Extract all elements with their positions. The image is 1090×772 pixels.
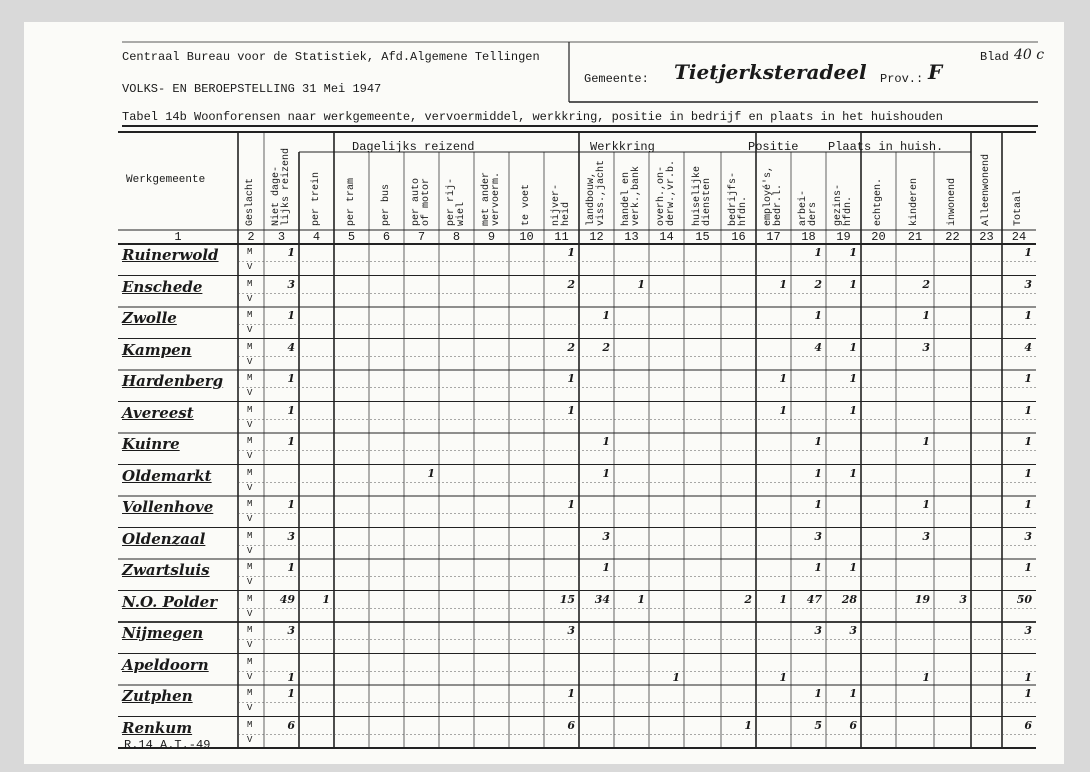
cell-value: 6 — [1024, 718, 1032, 732]
column-header: Niet dage- lijks reizend — [270, 147, 292, 226]
cell-value: 6 — [567, 718, 575, 732]
column-number: 4 — [312, 230, 321, 244]
column-number: 20 — [871, 230, 886, 244]
cell-value: 19 — [914, 592, 930, 606]
blad-label: Blad — [980, 50, 1009, 64]
cell-value: 50 — [1016, 592, 1032, 606]
column-number: 17 — [766, 230, 781, 244]
cell-value: 2 — [602, 340, 610, 354]
cell-value: 1 — [1024, 372, 1032, 385]
cell-value: 4 — [814, 340, 822, 354]
cell-value: 1 — [922, 435, 930, 448]
cell-value: 3 — [287, 277, 295, 291]
sex-label: V — [247, 325, 253, 335]
column-header: per auto of motor — [410, 177, 432, 226]
column-number: 18 — [801, 230, 816, 244]
cell-value: 1 — [287, 498, 295, 511]
sex-label: M — [247, 373, 253, 383]
column-header: handel en verk.,bank — [620, 165, 642, 226]
column-header: overh.,on- derw.,vr.b. — [655, 159, 677, 226]
sex-label: V — [247, 293, 253, 304]
cell-value: 1 — [849, 687, 857, 700]
cell-value: 1 — [849, 277, 857, 291]
werkgemeente-name: Oldemarkt — [122, 466, 212, 485]
cell-value: 1 — [602, 309, 610, 322]
cell-value: 2 — [567, 340, 575, 354]
blad-value: 40 c — [1014, 47, 1045, 63]
werkgemeente-name: Enschede — [122, 277, 203, 296]
sex-label: V — [247, 671, 253, 682]
cell-value: 1 — [779, 277, 787, 291]
cell-value: 1 — [814, 246, 822, 259]
cell-value: 1 — [922, 309, 930, 322]
sex-label: M — [247, 593, 253, 604]
cell-value: 1 — [849, 372, 857, 385]
sex-label: M — [247, 310, 253, 320]
cell-value: 49 — [279, 592, 295, 606]
sex-label: V — [247, 577, 253, 587]
column-number: 16 — [731, 230, 746, 244]
cell-value: 3 — [849, 624, 857, 637]
cell-value: 1 — [849, 561, 857, 574]
cell-value: 3 — [814, 624, 822, 637]
sex-label: V — [247, 608, 253, 619]
column-number: 12 — [589, 230, 604, 244]
werkgemeente-name: Zutphen — [122, 687, 193, 705]
census-form-sheet — [24, 22, 1064, 764]
sex-label: V — [247, 514, 253, 524]
column-number: 6 — [382, 230, 391, 244]
cell-value: 1 — [849, 466, 857, 480]
cell-value: 1 — [287, 670, 295, 684]
sex-label: M — [247, 467, 253, 478]
cell-value: 1 — [922, 670, 930, 684]
cell-value: 4 — [1024, 340, 1032, 354]
census-title: VOLKS- EN BEROEPSTELLING 31 Mei 1947 — [122, 82, 382, 96]
cell-value: 2 — [922, 277, 930, 291]
sex-label: V — [247, 703, 253, 713]
group-werkkring: Werkkring — [590, 140, 655, 154]
cell-value: 1 — [322, 592, 330, 606]
cell-value: 3 — [1024, 529, 1032, 543]
cell-value: 5 — [814, 718, 822, 732]
group-dagelijks: Dagelijks reizend — [352, 140, 475, 154]
column-header: kinderen — [909, 177, 920, 226]
werkgemeente-name: Kuinre — [122, 435, 180, 453]
cell-value: 1 — [1024, 561, 1032, 574]
column-number: 11 — [554, 230, 569, 244]
cell-value: 3 — [287, 624, 295, 637]
table-title: Tabel 14b Woonforensen naar werkgemeente, vervoermiddel, werkkring, positie in bedrijf en plaats in het huishouden — [122, 110, 943, 124]
column-number: 8 — [452, 230, 461, 244]
column-number: 15 — [695, 230, 710, 244]
werkgemeente-name: Ruinerwold — [122, 246, 219, 264]
column-number: 7 — [417, 230, 426, 244]
cell-value: 1 — [779, 403, 787, 417]
column-header: Totaal — [1013, 189, 1024, 226]
cell-value: 1 — [567, 372, 575, 385]
gemeente-value: Tietjerksteradeel — [674, 60, 867, 84]
cell-value: 3 — [814, 529, 822, 543]
gemeente-label: Gemeente: — [584, 72, 649, 86]
cell-value: 1 — [1024, 498, 1032, 511]
cell-value: 1 — [567, 403, 575, 417]
column-header: echtgen. — [872, 177, 884, 226]
cell-value: 1 — [567, 246, 575, 259]
column-number: 23 — [979, 230, 994, 244]
column-header: per tram — [345, 177, 357, 226]
cell-value: 3 — [602, 529, 610, 543]
sex-label: M — [247, 656, 253, 667]
sex-label: V — [247, 262, 253, 272]
column-header: landbouw, viss.,jacht — [585, 159, 607, 226]
column-header: per rij- wiel — [445, 177, 467, 226]
column-number: 21 — [907, 230, 923, 244]
cell-value: 1 — [287, 309, 295, 322]
sex-label: V — [247, 545, 253, 556]
sex-label: M — [247, 562, 253, 572]
cell-value: 1 — [1024, 435, 1032, 448]
prov-value: F — [928, 60, 943, 84]
cell-value: 3 — [1024, 277, 1032, 291]
cell-value: 1 — [849, 340, 857, 354]
table-grid — [24, 22, 1064, 764]
sex-label: M — [247, 719, 253, 730]
cell-value: 1 — [287, 435, 295, 448]
sex-label: V — [247, 482, 253, 493]
form-code: R.14 A.T.-49 — [124, 738, 211, 752]
column-number: 13 — [624, 230, 639, 244]
sex-label: V — [247, 734, 253, 745]
column-number: 19 — [836, 230, 851, 244]
cell-value: 1 — [1024, 466, 1032, 480]
werkgemeente-name: Hardenberg — [122, 372, 224, 390]
sex-label: V — [247, 419, 253, 430]
werkgemeente-name: Zwolle — [122, 309, 177, 327]
cell-value: 1 — [814, 561, 822, 574]
column-header: huiselijke diensten — [691, 165, 713, 226]
column-header: Werkgemeente — [126, 174, 206, 186]
cell-value: 15 — [559, 592, 575, 606]
column-number: 10 — [519, 230, 534, 244]
column-header: nijver- heid — [550, 183, 572, 226]
column-number: 5 — [347, 230, 356, 244]
sex-label: M — [247, 499, 253, 509]
column-header: Alleenwonend — [980, 153, 992, 226]
cell-value: 6 — [287, 718, 295, 732]
cell-value: 2 — [567, 277, 575, 291]
group-plaats: Plaats in huish. — [828, 140, 944, 154]
cell-value: 1 — [779, 592, 787, 606]
cell-value: 2 — [814, 277, 822, 291]
column-number: 22 — [945, 230, 960, 244]
cell-value: 1 — [602, 561, 610, 574]
cell-value: 1 — [672, 670, 680, 684]
cell-value: 1 — [1024, 687, 1032, 700]
cell-value: 1 — [427, 466, 435, 480]
sex-label: M — [247, 530, 253, 541]
cell-value: 2 — [744, 592, 752, 606]
cell-value: 1 — [849, 403, 857, 417]
cell-value: 1 — [814, 466, 822, 480]
cell-value: 1 — [637, 592, 645, 606]
column-header: per trein — [310, 171, 322, 226]
cell-value: 47 — [806, 592, 822, 606]
cell-value: 6 — [849, 718, 857, 732]
cell-value: 4 — [287, 340, 295, 354]
werkgemeente-name: Oldenzaal — [122, 529, 206, 548]
werkgemeente-name: N.O. Polder — [122, 592, 218, 611]
cell-value: 34 — [594, 592, 610, 606]
cell-value: 1 — [849, 246, 857, 259]
werkgemeente-name: Zwartsluis — [122, 561, 210, 579]
cell-value: 1 — [637, 277, 645, 291]
cell-value: 1 — [1024, 309, 1032, 322]
column-header: arbei- ders — [797, 189, 819, 226]
column-header: bedrijfs- hfdn. — [727, 171, 749, 226]
werkgemeente-name: Nijmegen — [122, 624, 204, 642]
cell-value: 1 — [779, 670, 787, 684]
cell-value: 1 — [287, 372, 295, 385]
cell-value: 3 — [1024, 624, 1032, 637]
cell-value: 28 — [841, 592, 857, 606]
group-positie: Positie — [748, 140, 799, 154]
column-number: 2 — [247, 230, 255, 244]
cell-value: 3 — [287, 529, 295, 543]
column-number: 1 — [174, 230, 182, 244]
cell-value: 1 — [602, 435, 610, 448]
sex-label: V — [247, 356, 253, 367]
column-header: employé's, bedr.l. — [762, 165, 784, 226]
sex-label: V — [247, 640, 253, 650]
cell-value: 1 — [287, 403, 295, 417]
cell-value: 3 — [959, 592, 967, 606]
werkgemeente-name: Avereest — [122, 403, 194, 422]
sex-label: V — [247, 388, 253, 398]
column-number: 3 — [277, 230, 286, 244]
cell-value: 1 — [287, 561, 295, 574]
sex-label: M — [247, 341, 253, 352]
cell-value: 1 — [602, 466, 610, 480]
cell-value: 3 — [567, 624, 575, 637]
sex-label: M — [247, 247, 253, 257]
sex-label: M — [247, 436, 253, 446]
column-header: per bus — [380, 183, 392, 226]
cell-value: 1 — [779, 372, 787, 385]
column-header: inwonend — [946, 177, 958, 226]
cell-value: 1 — [814, 309, 822, 322]
column-number: 24 — [1011, 230, 1027, 244]
cell-value: 1 — [287, 687, 295, 700]
column-number: 9 — [487, 230, 496, 244]
cell-value: 1 — [922, 498, 930, 511]
column-header: gezins- hfdn. — [832, 183, 854, 226]
column-header: Geslacht — [245, 177, 256, 226]
werkgemeente-name: Renkum — [122, 718, 193, 737]
prov-label: Prov.: — [880, 72, 924, 86]
column-number: 14 — [659, 230, 674, 244]
cell-value: 1 — [814, 435, 822, 448]
sex-label: V — [247, 451, 253, 461]
cell-value: 1 — [287, 246, 295, 259]
werkgemeente-name: Vollenhove — [122, 498, 214, 516]
agency-name: Centraal Bureau voor de Statistiek, Afd.Algemene Tellingen — [122, 50, 540, 64]
cell-value: 1 — [1024, 670, 1032, 684]
column-header: met ander vervoerm. — [480, 171, 502, 226]
sex-label: M — [247, 404, 253, 415]
cell-value: 1 — [814, 687, 822, 700]
cell-value: 1 — [744, 718, 752, 732]
sex-label: M — [247, 278, 253, 289]
column-header: te voet — [520, 183, 532, 226]
cell-value: 3 — [922, 340, 930, 354]
cell-value: 1 — [567, 687, 575, 700]
sex-label: M — [247, 625, 253, 635]
cell-value: 1 — [1024, 403, 1032, 417]
sex-label: M — [247, 688, 253, 698]
cell-value: 1 — [1024, 246, 1032, 259]
werkgemeente-name: Apeldoorn — [122, 655, 209, 674]
cell-value: 1 — [814, 498, 822, 511]
cell-value: 3 — [922, 529, 930, 543]
cell-value: 1 — [567, 498, 575, 511]
werkgemeente-name: Kampen — [122, 340, 192, 359]
